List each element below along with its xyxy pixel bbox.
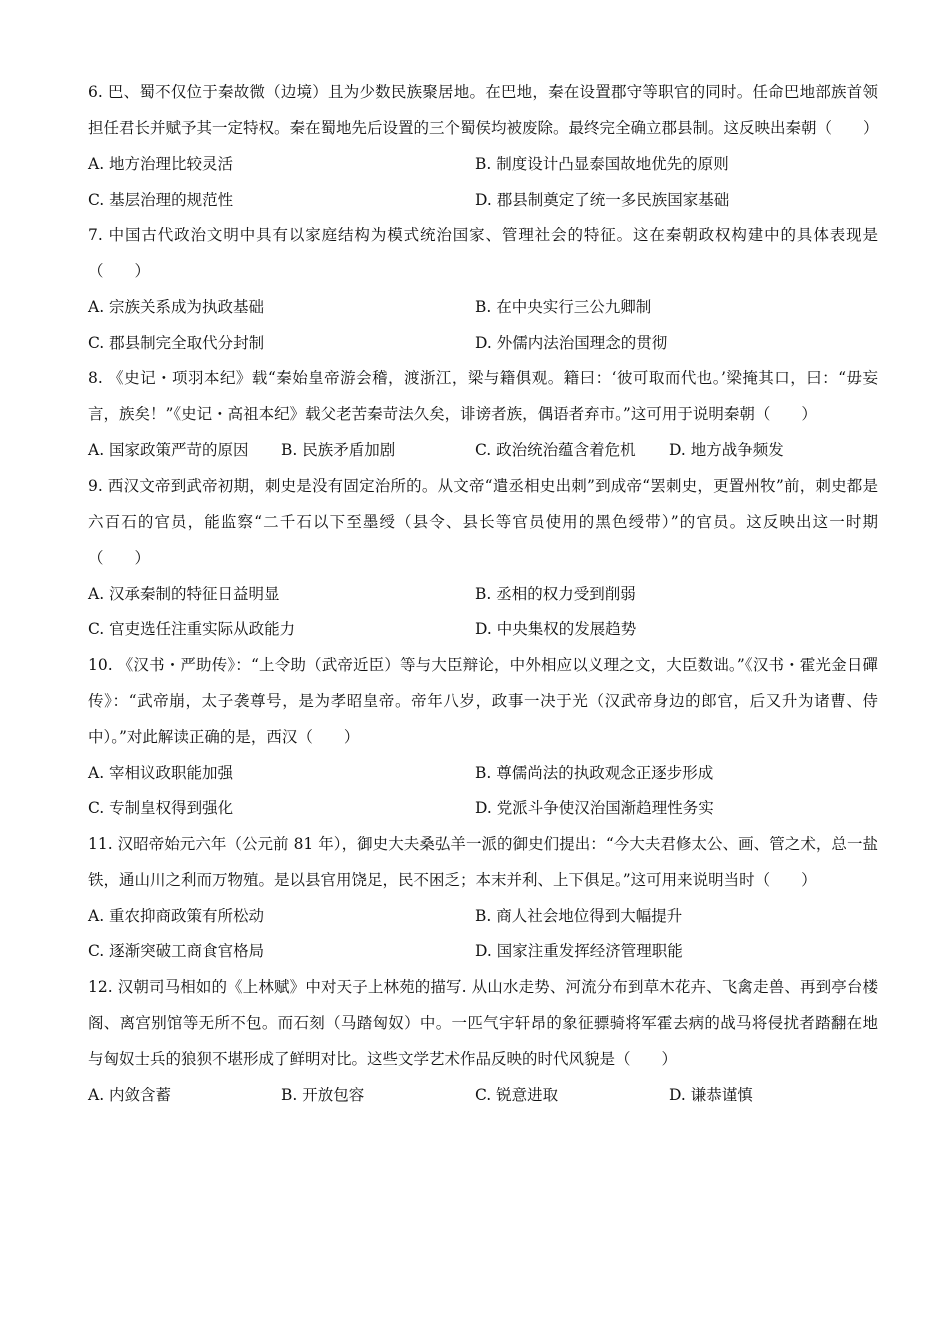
option-c[interactable]: C. 专制皇权得到强化 (88, 799, 234, 817)
option-b[interactable]: B. 民族矛盾加剧 (281, 441, 396, 459)
question-12 (88, 969, 878, 1113)
option-d[interactable]: D. 国家注重发挥经济管理职能 (475, 942, 683, 960)
options-row (88, 146, 878, 182)
option-a[interactable]: A. 宰相议政职能加强 (88, 763, 234, 782)
options-row (88, 933, 878, 969)
option-d[interactable]: D. 中央集权的发展趋势 (475, 620, 637, 638)
option-a[interactable]: A. 汉承秦制的特征日益明显 (88, 584, 280, 603)
option-b[interactable]: B. 开放包容 (281, 1085, 365, 1104)
options-row (88, 182, 878, 218)
option-c[interactable]: C. 逐渐突破工商食官格局 (88, 942, 265, 960)
option-a[interactable]: A. 国家政策严苛的原因 (88, 441, 249, 459)
option-b[interactable]: B. 在中央实行三公九卿制 (475, 298, 652, 316)
question-6 (88, 74, 878, 217)
option-c[interactable]: C. 官吏选任注重实际从政能力 (88, 620, 296, 638)
option-a[interactable]: A. 地方治理比较灵活 (88, 155, 234, 173)
question-stem: 11. 汉昭帝始元六年（公元前 81 年），御史大夫桑弘羊一派的御史们提出：“今大夫君修太公、画、管之术，总一盐铁，通山川之利而万物殖。是以县官用饶足，民不困乏；本末并利、上下俱足。”这可用来说明当时（ ） (88, 834, 878, 889)
question-8 (88, 360, 878, 468)
options-row (88, 289, 878, 325)
options-row (88, 755, 878, 791)
option-b[interactable]: B. 制度设计凸显泰国故地优先的原则 (475, 155, 729, 173)
question-stem: 6. 巴、蜀不仅位于秦故微（边境）且为少数民族聚居地。在巴地，秦在设置郡守等职官的同时。任命巴地部族首领担任君长并赋予其一定特权。秦在蜀地先后设置的三个蜀侯均被废除。最终完全确立郡县制。这反映出秦朝（ ） (88, 83, 879, 137)
option-b[interactable]: B. 丞相的权力受到削弱 (475, 584, 636, 603)
option-a[interactable]: A. 内敛含蓄 (88, 1085, 172, 1104)
question-7 (88, 217, 878, 360)
option-c[interactable]: C. 郡县制完全取代分封制 (88, 333, 265, 352)
question-stem: 9. 西汉文帝到武帝初期，刺史是没有固定治所的。从文帝“遣丞相史出刺”到成帝“罢刺史，更置州牧”前，刺史都是六百石的官员，能监察“二千石以下至墨绶（县令、县长等官员使用的黑色绶带）”的官员。这反映出这一时期（ ） (88, 476, 878, 567)
question-stem: 12. 汉朝司马相如的《上林赋》中对天子上林苑的描写. 从山水走势、河流分布到草木花卉、飞禽走兽、再到亭台楼阁、离宫别馆等无所不包。而石刻（马踏匈奴）中。一匹气宇轩昂的象征骠骑将军霍去病的战马将侵扰者踏翻在地与匈奴士兵的狼狈不堪形成了鲜明对比。这些文学艺术作品反映的时代风貌是（ ） (88, 977, 878, 1068)
options-row (88, 898, 878, 934)
option-d[interactable]: D. 谦恭谨慎 (669, 1085, 753, 1104)
option-c[interactable]: C. 政治统治蕴含着危机 (475, 441, 636, 459)
option-d[interactable]: D. 郡县制奠定了统一多民族国家基础 (475, 190, 730, 209)
option-c[interactable]: C. 基层治理的规范性 (88, 190, 234, 209)
options-row (88, 1077, 878, 1113)
option-c[interactable]: C. 锐意进取 (475, 1085, 559, 1104)
option-b[interactable]: B. 尊儒尚法的执政观念正逐步形成 (475, 763, 714, 782)
option-d[interactable]: D. 党派斗争使汉治国渐趋理性务实 (475, 799, 714, 817)
question-stem: 8. 《史记・项羽本纪》载“秦始皇帝游会稽，渡浙江，梁与籍俱观。籍曰：‘彼可取而代也。’梁掩其口，曰：“毋妄言，族矣！”《史记・高祖本纪》载父老苦秦苛法久矣，诽谤者族，偶语者弃市。”这可用于说明秦朝（ ） (88, 369, 878, 423)
options-row (88, 611, 878, 647)
option-d[interactable]: D. 外儒内法治国理念的贯彻 (475, 333, 668, 352)
option-a[interactable]: A. 宗族关系成为执政基础 (88, 298, 265, 316)
question-11 (88, 826, 878, 969)
question-stem: 10. 《汉书・严助传》：“上令助（武帝近臣）等与大臣辩论，中外相应以义理之文，大臣数诎。”《汉书・霍光金日磾传》：“武帝崩，太子袭尊号，是为孝昭皇帝。帝年八岁，政事一决于光（汉武帝身边的郎官，后又升为诸曹、侍中）。”对此解读正确的是，西汉（ ） (88, 655, 878, 746)
question-stem: 7. 中国古代政治文明中具有以家庭结构为模式统治国家、管理社会的特征。这在秦朝政权构建中的具体表现是（ ） (88, 226, 878, 280)
options-row (88, 576, 878, 612)
question-10 (88, 647, 878, 826)
question-9 (88, 468, 878, 647)
option-d[interactable]: D. 地方战争频发 (669, 441, 784, 459)
option-a[interactable]: A. 重农抑商政策有所松动 (88, 906, 265, 925)
options-row (88, 790, 878, 826)
options-row (88, 432, 878, 468)
option-b[interactable]: B. 商人社会地位得到大幅提升 (475, 906, 683, 925)
options-row (88, 325, 878, 361)
exam-page (88, 74, 878, 1112)
